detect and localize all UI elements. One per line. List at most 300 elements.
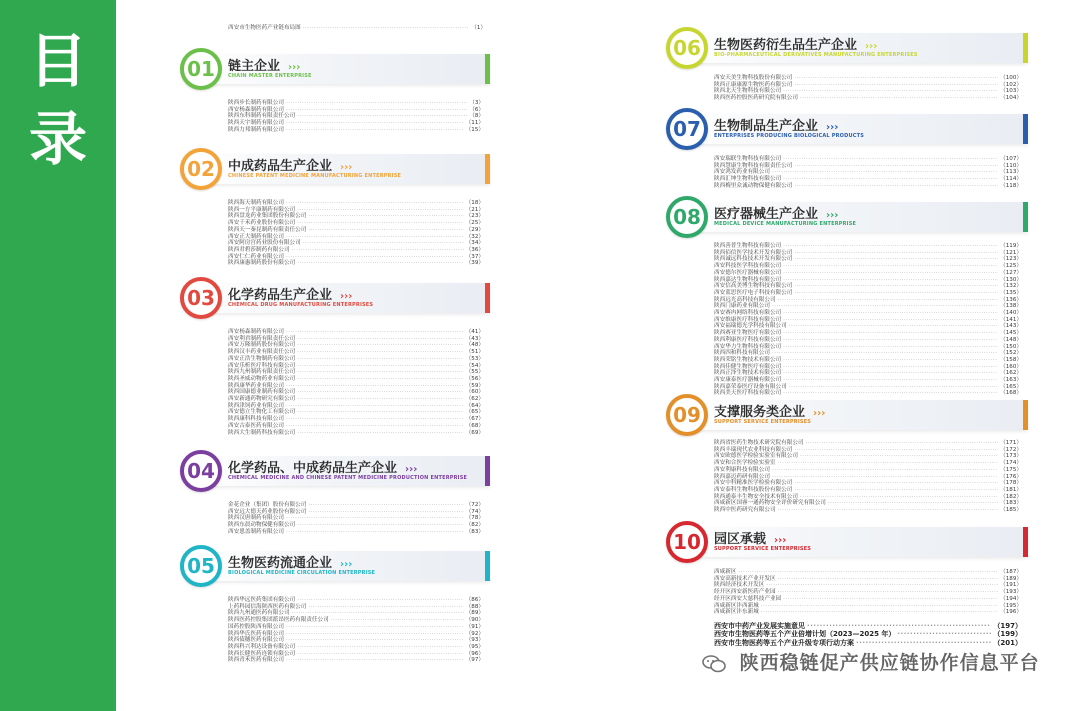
banner-accent-edge bbox=[485, 456, 490, 486]
entry-page: （74） bbox=[465, 508, 484, 515]
entry-page: （51） bbox=[465, 349, 484, 356]
section-banner[interactable] bbox=[180, 148, 490, 188]
toc-entry[interactable] bbox=[714, 350, 1022, 357]
entry-name: 陕西华远医药集团有限公司 bbox=[228, 597, 296, 603]
section-banner[interactable] bbox=[666, 521, 1028, 561]
chevrons-right-icon: ››› bbox=[826, 210, 839, 221]
section-title bbox=[714, 528, 786, 547]
entry-name: 陕西赛亚生物医疗有限公司 bbox=[714, 330, 782, 337]
leader-dots bbox=[738, 569, 998, 576]
leader-dots bbox=[783, 357, 998, 364]
entry-name: 陕西梅里众诚动物保健有限公司 bbox=[714, 182, 793, 189]
entry-page: （189） bbox=[1000, 575, 1022, 582]
sidebar-title-char: 录 bbox=[28, 105, 87, 173]
toc-entry[interactable] bbox=[714, 507, 1022, 514]
toc-entry[interactable] bbox=[714, 440, 1022, 447]
entry-name: 陕西津饲药业有限公司 bbox=[228, 402, 284, 409]
entry-name: 西安维康医疗科技有限公司 bbox=[714, 316, 782, 323]
leader-dots bbox=[783, 176, 998, 183]
toc-entry[interactable] bbox=[714, 310, 1022, 317]
leader-dots bbox=[794, 250, 998, 257]
toc-entry[interactable] bbox=[228, 522, 484, 529]
toc-entry[interactable] bbox=[228, 637, 484, 644]
toc-entry[interactable] bbox=[228, 529, 484, 536]
entry-page: （21） bbox=[465, 206, 484, 213]
section-title-text: 医疗器械生产企业 bbox=[714, 207, 819, 222]
leader-dots bbox=[297, 349, 464, 356]
leader-dots bbox=[308, 604, 463, 611]
entry-name: 西安欧德医学检验实验室有限公司 bbox=[714, 453, 798, 460]
toc-entry[interactable] bbox=[714, 75, 1022, 82]
leader-dots bbox=[297, 363, 464, 370]
toc-entry[interactable] bbox=[228, 502, 484, 509]
leader-dots bbox=[783, 310, 998, 317]
toc-section-02 bbox=[180, 148, 490, 267]
section-banner[interactable] bbox=[666, 394, 1028, 434]
toc-entry[interactable] bbox=[228, 369, 484, 376]
leader-dots bbox=[308, 502, 463, 509]
section-banner[interactable] bbox=[666, 196, 1028, 236]
leader-dots bbox=[783, 243, 998, 250]
toc-entry[interactable] bbox=[228, 260, 484, 267]
leader-dots bbox=[303, 25, 470, 32]
leader-dots bbox=[286, 403, 464, 410]
chevrons-right-icon: ››› bbox=[340, 559, 353, 570]
entry-page: （90） bbox=[465, 617, 484, 624]
entry-name: 陕西力邦制药有限公司 bbox=[228, 126, 284, 133]
entry-name: 西安古泰医药有限公司 bbox=[228, 422, 284, 429]
entry-name: 西安高新技术产业开发区 bbox=[714, 575, 776, 582]
entry-name: 陕西汇坤生物科技有限公司 bbox=[714, 176, 782, 183]
toc-entry[interactable] bbox=[714, 487, 1022, 494]
leader-dots bbox=[286, 127, 464, 134]
toc-entry[interactable] bbox=[714, 377, 1022, 384]
toc-entry[interactable] bbox=[714, 603, 1022, 610]
leader-dots bbox=[772, 474, 998, 481]
entry-page: （168） bbox=[1000, 390, 1022, 397]
section-subtitle: SUPPORT SERVICE ENTERPRISES bbox=[714, 419, 812, 425]
toc-entry[interactable] bbox=[228, 120, 484, 127]
section-entries bbox=[228, 502, 484, 536]
entry-page: （18） bbox=[465, 200, 484, 206]
leader-dots bbox=[286, 423, 464, 430]
section-banner[interactable] bbox=[180, 450, 490, 490]
leader-dots bbox=[800, 494, 998, 501]
leader-dots bbox=[286, 100, 467, 107]
entry-page: （143） bbox=[1000, 323, 1022, 330]
toc-section-10 bbox=[666, 521, 1028, 647]
toc-entry[interactable] bbox=[228, 430, 484, 437]
section-title-text: 园区承载 bbox=[714, 532, 767, 547]
entry-page: （193） bbox=[1000, 589, 1022, 596]
entry-name: 陕西嘉迈药研有限公司 bbox=[714, 473, 770, 480]
leader-dots bbox=[778, 507, 999, 514]
toc-entry[interactable] bbox=[714, 357, 1022, 364]
toc-entry[interactable] bbox=[228, 416, 484, 423]
leader-dots bbox=[783, 317, 998, 324]
toc-section-07 bbox=[666, 108, 1028, 189]
entry-page: （78） bbox=[465, 515, 484, 522]
toc-entry[interactable] bbox=[714, 95, 1022, 102]
leader-dots bbox=[297, 369, 464, 376]
leader-dots bbox=[783, 156, 998, 163]
entry-name: 陕西东科制药有限责任公司 bbox=[228, 113, 296, 120]
section-banner[interactable] bbox=[180, 48, 490, 88]
entry-page: （148） bbox=[1000, 336, 1022, 343]
toc-entry[interactable] bbox=[228, 624, 484, 631]
entry-page: （65） bbox=[465, 409, 484, 416]
entry-page: （118） bbox=[1000, 182, 1022, 189]
leader-dots bbox=[828, 500, 998, 507]
chevrons-right-icon: ››› bbox=[826, 122, 839, 133]
section-entries bbox=[714, 569, 1022, 647]
section-title-text: 化学药品生产企业 bbox=[228, 288, 333, 303]
leader-dots bbox=[772, 467, 998, 474]
leader-dots bbox=[783, 88, 998, 95]
entry-name: 西安赛冉网络科技有限公司 bbox=[714, 310, 782, 317]
banner-accent-edge bbox=[1023, 400, 1028, 430]
toc-entry[interactable] bbox=[714, 156, 1022, 163]
toc-entry[interactable] bbox=[228, 240, 484, 247]
toc-section-06 bbox=[666, 27, 1028, 102]
section-entries bbox=[714, 440, 1022, 514]
entry-page: （197） bbox=[993, 621, 1022, 630]
entry-name: 陕西步长制药有限公司 bbox=[228, 100, 284, 106]
entry-page: （89） bbox=[465, 610, 484, 617]
toc-section-05 bbox=[180, 545, 490, 664]
entry-page: （158） bbox=[1000, 356, 1022, 363]
leader-dots bbox=[794, 256, 998, 263]
leader-dots bbox=[772, 169, 998, 176]
entry-page: （69） bbox=[465, 429, 484, 436]
section-number-badge: 05 bbox=[180, 545, 222, 587]
toc-entry[interactable] bbox=[228, 200, 484, 207]
entry-page: （15） bbox=[465, 126, 484, 133]
section-entries bbox=[228, 200, 484, 267]
toc-entry[interactable] bbox=[714, 639, 1022, 647]
sidebar-band bbox=[0, 0, 116, 711]
toc-entry[interactable] bbox=[228, 597, 484, 604]
toc-entry[interactable] bbox=[228, 617, 484, 624]
section-entries bbox=[714, 156, 1022, 190]
section-banner[interactable] bbox=[666, 108, 1028, 148]
entry-page: （145） bbox=[1000, 330, 1022, 337]
toc-entry[interactable] bbox=[714, 589, 1022, 596]
section-title-text: 支撑服务类企业 bbox=[714, 405, 806, 420]
leader-dots bbox=[297, 522, 464, 529]
section-title bbox=[228, 284, 352, 303]
entry-page: （8） bbox=[469, 113, 484, 120]
entry-name: 西安信高美博生物科技有限公司 bbox=[714, 283, 793, 290]
entry-name: 陕西长健医药连锁有限公司 bbox=[228, 650, 296, 657]
entry-page: （6） bbox=[469, 106, 484, 113]
toc-entry[interactable] bbox=[714, 337, 1022, 344]
leader-dots bbox=[794, 283, 998, 290]
entry-page: （187） bbox=[1000, 569, 1022, 575]
entry-page: （48） bbox=[465, 342, 484, 349]
leader-dots bbox=[308, 213, 463, 220]
toc-entry[interactable] bbox=[228, 220, 484, 227]
entry-name: 陕西天宇制药有限公司 bbox=[228, 120, 284, 127]
entry-name: 西安正大制药有限公司 bbox=[228, 233, 284, 240]
entry-page: （119） bbox=[1000, 243, 1022, 249]
entry-name: 陕西汉丰药业有限责任公司 bbox=[228, 349, 296, 356]
entry-page: （53） bbox=[465, 355, 484, 362]
toc-entry[interactable] bbox=[228, 396, 484, 403]
entry-page: （175） bbox=[1000, 466, 1022, 473]
entry-name: 西咸新区沣西新城 bbox=[714, 602, 759, 609]
toc-entry[interactable] bbox=[714, 467, 1022, 474]
entry-name: 陕西大生制药科技有限公司 bbox=[228, 429, 296, 436]
toc-entry[interactable] bbox=[228, 644, 484, 651]
section-entries bbox=[228, 597, 484, 664]
chevrons-right-icon: ››› bbox=[340, 291, 353, 302]
leader-dots bbox=[297, 220, 464, 227]
toc-entry[interactable] bbox=[714, 270, 1022, 277]
sidebar-title bbox=[22, 22, 94, 178]
toc-entry[interactable] bbox=[228, 127, 484, 134]
entry-page: （96） bbox=[465, 650, 484, 657]
section-subtitle: MEDICAL DEVICE MANUFACTURING ENTERPRISE bbox=[714, 221, 857, 227]
entry-name: 陕西慧康生物科技有限责任公司 bbox=[714, 162, 793, 169]
leader-dots bbox=[761, 609, 998, 616]
entry-name: 陕西医药控股医药研究院有限公司 bbox=[714, 95, 798, 102]
entry-page: （32） bbox=[465, 233, 484, 240]
leader-dots bbox=[772, 303, 998, 310]
toc-entry[interactable] bbox=[714, 263, 1022, 270]
section-number-badge: 07 bbox=[666, 108, 708, 150]
toc-entry[interactable] bbox=[228, 100, 484, 107]
section-subtitle: BIOLOGICAL MEDICINE CIRCULATION ENTERPRISE bbox=[228, 570, 376, 576]
entry-page: （160） bbox=[1000, 363, 1022, 370]
leader-dots bbox=[297, 336, 464, 343]
entry-name: 西安乐析医疗科技有限公司 bbox=[228, 362, 296, 369]
entry-page: （174） bbox=[1000, 460, 1022, 467]
entry-name: 西安蓝思医疗电子科技有限公司 bbox=[714, 289, 793, 296]
leader-dots bbox=[286, 416, 464, 423]
toc-entry[interactable] bbox=[714, 183, 1022, 190]
entry-name: 陕西北天生物科技有限公司 bbox=[714, 88, 782, 95]
entry-name: 陕西佰信医学技术开发有限公司 bbox=[714, 249, 793, 256]
entry-name: 陕西医药控股集团派昂医药有限责任公司 bbox=[228, 617, 329, 624]
entry-page: （182） bbox=[1000, 493, 1022, 500]
entry-name: 西安中科精准医学检验有限公司 bbox=[714, 480, 793, 487]
leader-dots bbox=[297, 356, 464, 363]
leader-dots bbox=[794, 82, 998, 89]
entry-name: 西安利君制药有限责任公司 bbox=[228, 335, 296, 342]
section-entries bbox=[228, 100, 484, 134]
entry-page: （91） bbox=[465, 623, 484, 630]
toc-entry[interactable] bbox=[714, 609, 1022, 616]
leader-dots bbox=[794, 447, 998, 454]
leader-dots bbox=[286, 529, 464, 536]
leader-dots bbox=[783, 330, 998, 337]
entry-name: 西安鸿发药业有限公司 bbox=[714, 169, 770, 176]
toc-entry[interactable] bbox=[228, 247, 484, 254]
toc-entry[interactable] bbox=[228, 657, 484, 664]
entry-name: 陕西四和科技有限公司 bbox=[714, 350, 770, 357]
leader-dots bbox=[286, 254, 464, 261]
entry-page: （95） bbox=[465, 643, 484, 650]
toc-entry[interactable] bbox=[714, 283, 1022, 290]
leader-dots bbox=[286, 120, 464, 127]
entry-name: 西安仁仁药业有限公司 bbox=[228, 253, 284, 260]
section-entries bbox=[228, 329, 484, 436]
entry-name: 陕西佳健生物医疗有限公司 bbox=[714, 363, 782, 370]
leader-dots bbox=[297, 376, 464, 383]
toc-entry[interactable] bbox=[228, 349, 484, 356]
toc-entry[interactable] bbox=[714, 569, 1022, 576]
toc-entry[interactable] bbox=[714, 243, 1022, 250]
entry-page: （86） bbox=[465, 597, 484, 603]
section-subtitle: BIO-PHARMACEUTICAL DERIVATIVES MANUFACTURING ENTERPRISES bbox=[714, 52, 918, 58]
toc-entry[interactable] bbox=[714, 460, 1022, 467]
entry-page: （150） bbox=[1000, 343, 1022, 350]
leader-dots bbox=[800, 95, 998, 102]
section-title-text: 中成药品生产企业 bbox=[228, 159, 333, 174]
entry-name: 西安正浩生物制药有限公司 bbox=[228, 355, 296, 362]
section-banner[interactable] bbox=[180, 277, 490, 317]
entry-name: 陕西海天制药有限公司 bbox=[228, 200, 284, 206]
entry-page: （162） bbox=[1000, 370, 1022, 377]
leader-dots bbox=[297, 597, 464, 604]
leader-dots bbox=[297, 644, 464, 651]
toc-entry[interactable] bbox=[714, 596, 1022, 603]
toc-entry[interactable] bbox=[714, 176, 1022, 183]
entry-page: （92） bbox=[465, 630, 484, 637]
entry-name: 陕西利康医疗科技有限公司 bbox=[714, 336, 782, 343]
leader-dots bbox=[783, 277, 998, 284]
toc-entry[interactable] bbox=[714, 630, 1022, 638]
leader-dots bbox=[783, 337, 998, 344]
entry-name: 西咸新区国睿一通药物安全评价研究有限公司 bbox=[714, 500, 826, 507]
leader-dots bbox=[856, 639, 991, 647]
toc-entry-top[interactable] bbox=[228, 25, 486, 32]
entry-page: （121） bbox=[1000, 249, 1022, 256]
leader-dots bbox=[286, 383, 464, 390]
leader-dots bbox=[783, 270, 998, 277]
entry-page: （83） bbox=[465, 528, 484, 535]
section-entries bbox=[714, 75, 1022, 102]
entry-name: 西安恩盖制药有限公司 bbox=[228, 528, 284, 535]
section-title bbox=[714, 115, 838, 134]
toc-entry[interactable] bbox=[714, 480, 1022, 487]
chevrons-right-icon: ››› bbox=[340, 162, 353, 173]
section-number-badge: 03 bbox=[180, 277, 222, 319]
entry-page: （64） bbox=[465, 402, 484, 409]
chevrons-right-icon: ››› bbox=[813, 408, 826, 419]
watermark bbox=[702, 648, 1052, 682]
banner-accent-edge bbox=[485, 54, 490, 84]
leader-dots bbox=[783, 344, 998, 351]
entry-page: （1） bbox=[471, 25, 486, 31]
entry-page: （110） bbox=[1000, 162, 1022, 169]
entry-name: 陕西善普生物科技有限公司 bbox=[714, 243, 782, 249]
toc-section-04 bbox=[180, 450, 490, 535]
toc-entry[interactable] bbox=[714, 330, 1022, 337]
toc-entry[interactable] bbox=[228, 423, 484, 430]
entry-name: 经开区西安大慈科技产业园 bbox=[714, 595, 782, 602]
section-number-badge: 04 bbox=[180, 450, 222, 492]
entry-page: （104） bbox=[1000, 95, 1022, 102]
section-subtitle: SUPPORT SERVICE ENTERPRISES bbox=[714, 546, 812, 552]
entry-page: （37） bbox=[465, 253, 484, 260]
section-title-text: 链主企业 bbox=[228, 59, 281, 74]
entry-page: （25） bbox=[465, 220, 484, 227]
leader-dots bbox=[297, 409, 464, 416]
entry-name: 陕西天一秦昆制药有限责任公司 bbox=[228, 226, 307, 233]
section-banner[interactable] bbox=[180, 545, 490, 585]
entry-name: 陕西正康康源生物医药有限公司 bbox=[714, 81, 793, 88]
entry-page: （60） bbox=[465, 389, 484, 396]
leader-dots bbox=[308, 509, 463, 516]
chevrons-right-icon: ››› bbox=[865, 41, 878, 52]
entry-page: （97） bbox=[465, 657, 484, 664]
section-number-badge: 08 bbox=[666, 196, 708, 238]
entry-page: （39） bbox=[465, 260, 484, 267]
entry-name: 西安泰科生物科技股份有限公司 bbox=[714, 486, 793, 493]
leader-dots bbox=[286, 624, 464, 631]
entry-page: （141） bbox=[1000, 316, 1022, 323]
section-subtitle: CHAIN MASTER ENTERPRISE bbox=[228, 73, 312, 79]
leader-dots bbox=[761, 603, 998, 610]
toc-entry[interactable] bbox=[228, 329, 484, 336]
leader-dots bbox=[286, 637, 464, 644]
leader-dots bbox=[794, 290, 998, 297]
section-number-badge: 10 bbox=[666, 521, 708, 563]
banner-accent-edge bbox=[1023, 114, 1028, 144]
toc-entry[interactable] bbox=[228, 227, 484, 234]
leader-dots bbox=[308, 227, 463, 234]
entry-page: （107） bbox=[1000, 156, 1022, 162]
entry-page: （93） bbox=[465, 637, 484, 644]
entry-name: 西安利康科技有限公司 bbox=[714, 466, 770, 473]
entry-name: 西安瑞联生物科技有限公司 bbox=[714, 156, 782, 162]
entry-page: （55） bbox=[465, 369, 484, 376]
leader-dots bbox=[286, 200, 464, 207]
entry-name: 西安阿房宫药业股份有限公司 bbox=[228, 240, 301, 247]
toc-entry[interactable] bbox=[228, 376, 484, 383]
entry-name: 陕西国康德业制药有限公司 bbox=[228, 389, 296, 396]
chevrons-right-icon: ››› bbox=[774, 535, 787, 546]
entry-name: 陕西美天医疗科技有限公司 bbox=[714, 390, 782, 397]
leader-dots bbox=[794, 75, 998, 82]
entry-page: （68） bbox=[465, 422, 484, 429]
section-banner[interactable] bbox=[666, 27, 1028, 67]
banner-accent-edge bbox=[485, 154, 490, 184]
entry-page: （82） bbox=[465, 522, 484, 529]
leader-dots bbox=[789, 384, 998, 391]
entry-page: （173） bbox=[1000, 453, 1022, 460]
entry-name: 西安千禾药业股份有限公司 bbox=[228, 220, 296, 227]
toc-section-08 bbox=[666, 196, 1028, 397]
entry-name: 陕西中医药研究有限公司 bbox=[714, 507, 776, 514]
entry-page: （127） bbox=[1000, 269, 1022, 276]
entry-page: （191） bbox=[1000, 582, 1022, 589]
entry-name: 国药控股陕西有限公司 bbox=[228, 623, 284, 630]
entry-name: 陕西汉唐制药有限公司 bbox=[228, 515, 284, 522]
leader-dots bbox=[778, 297, 999, 304]
toc-entry[interactable] bbox=[228, 356, 484, 363]
entry-page: （196） bbox=[1000, 609, 1022, 616]
entry-page: （130） bbox=[1000, 276, 1022, 283]
leader-dots bbox=[297, 342, 464, 349]
entry-name: 陕西科兴利达设备有限公司 bbox=[228, 643, 296, 650]
section-title-text: 生物医药流通企业 bbox=[228, 556, 333, 571]
toc-entry[interactable] bbox=[714, 290, 1022, 297]
leader-dots bbox=[766, 582, 998, 589]
entry-name: 西咸新区 bbox=[714, 569, 737, 575]
